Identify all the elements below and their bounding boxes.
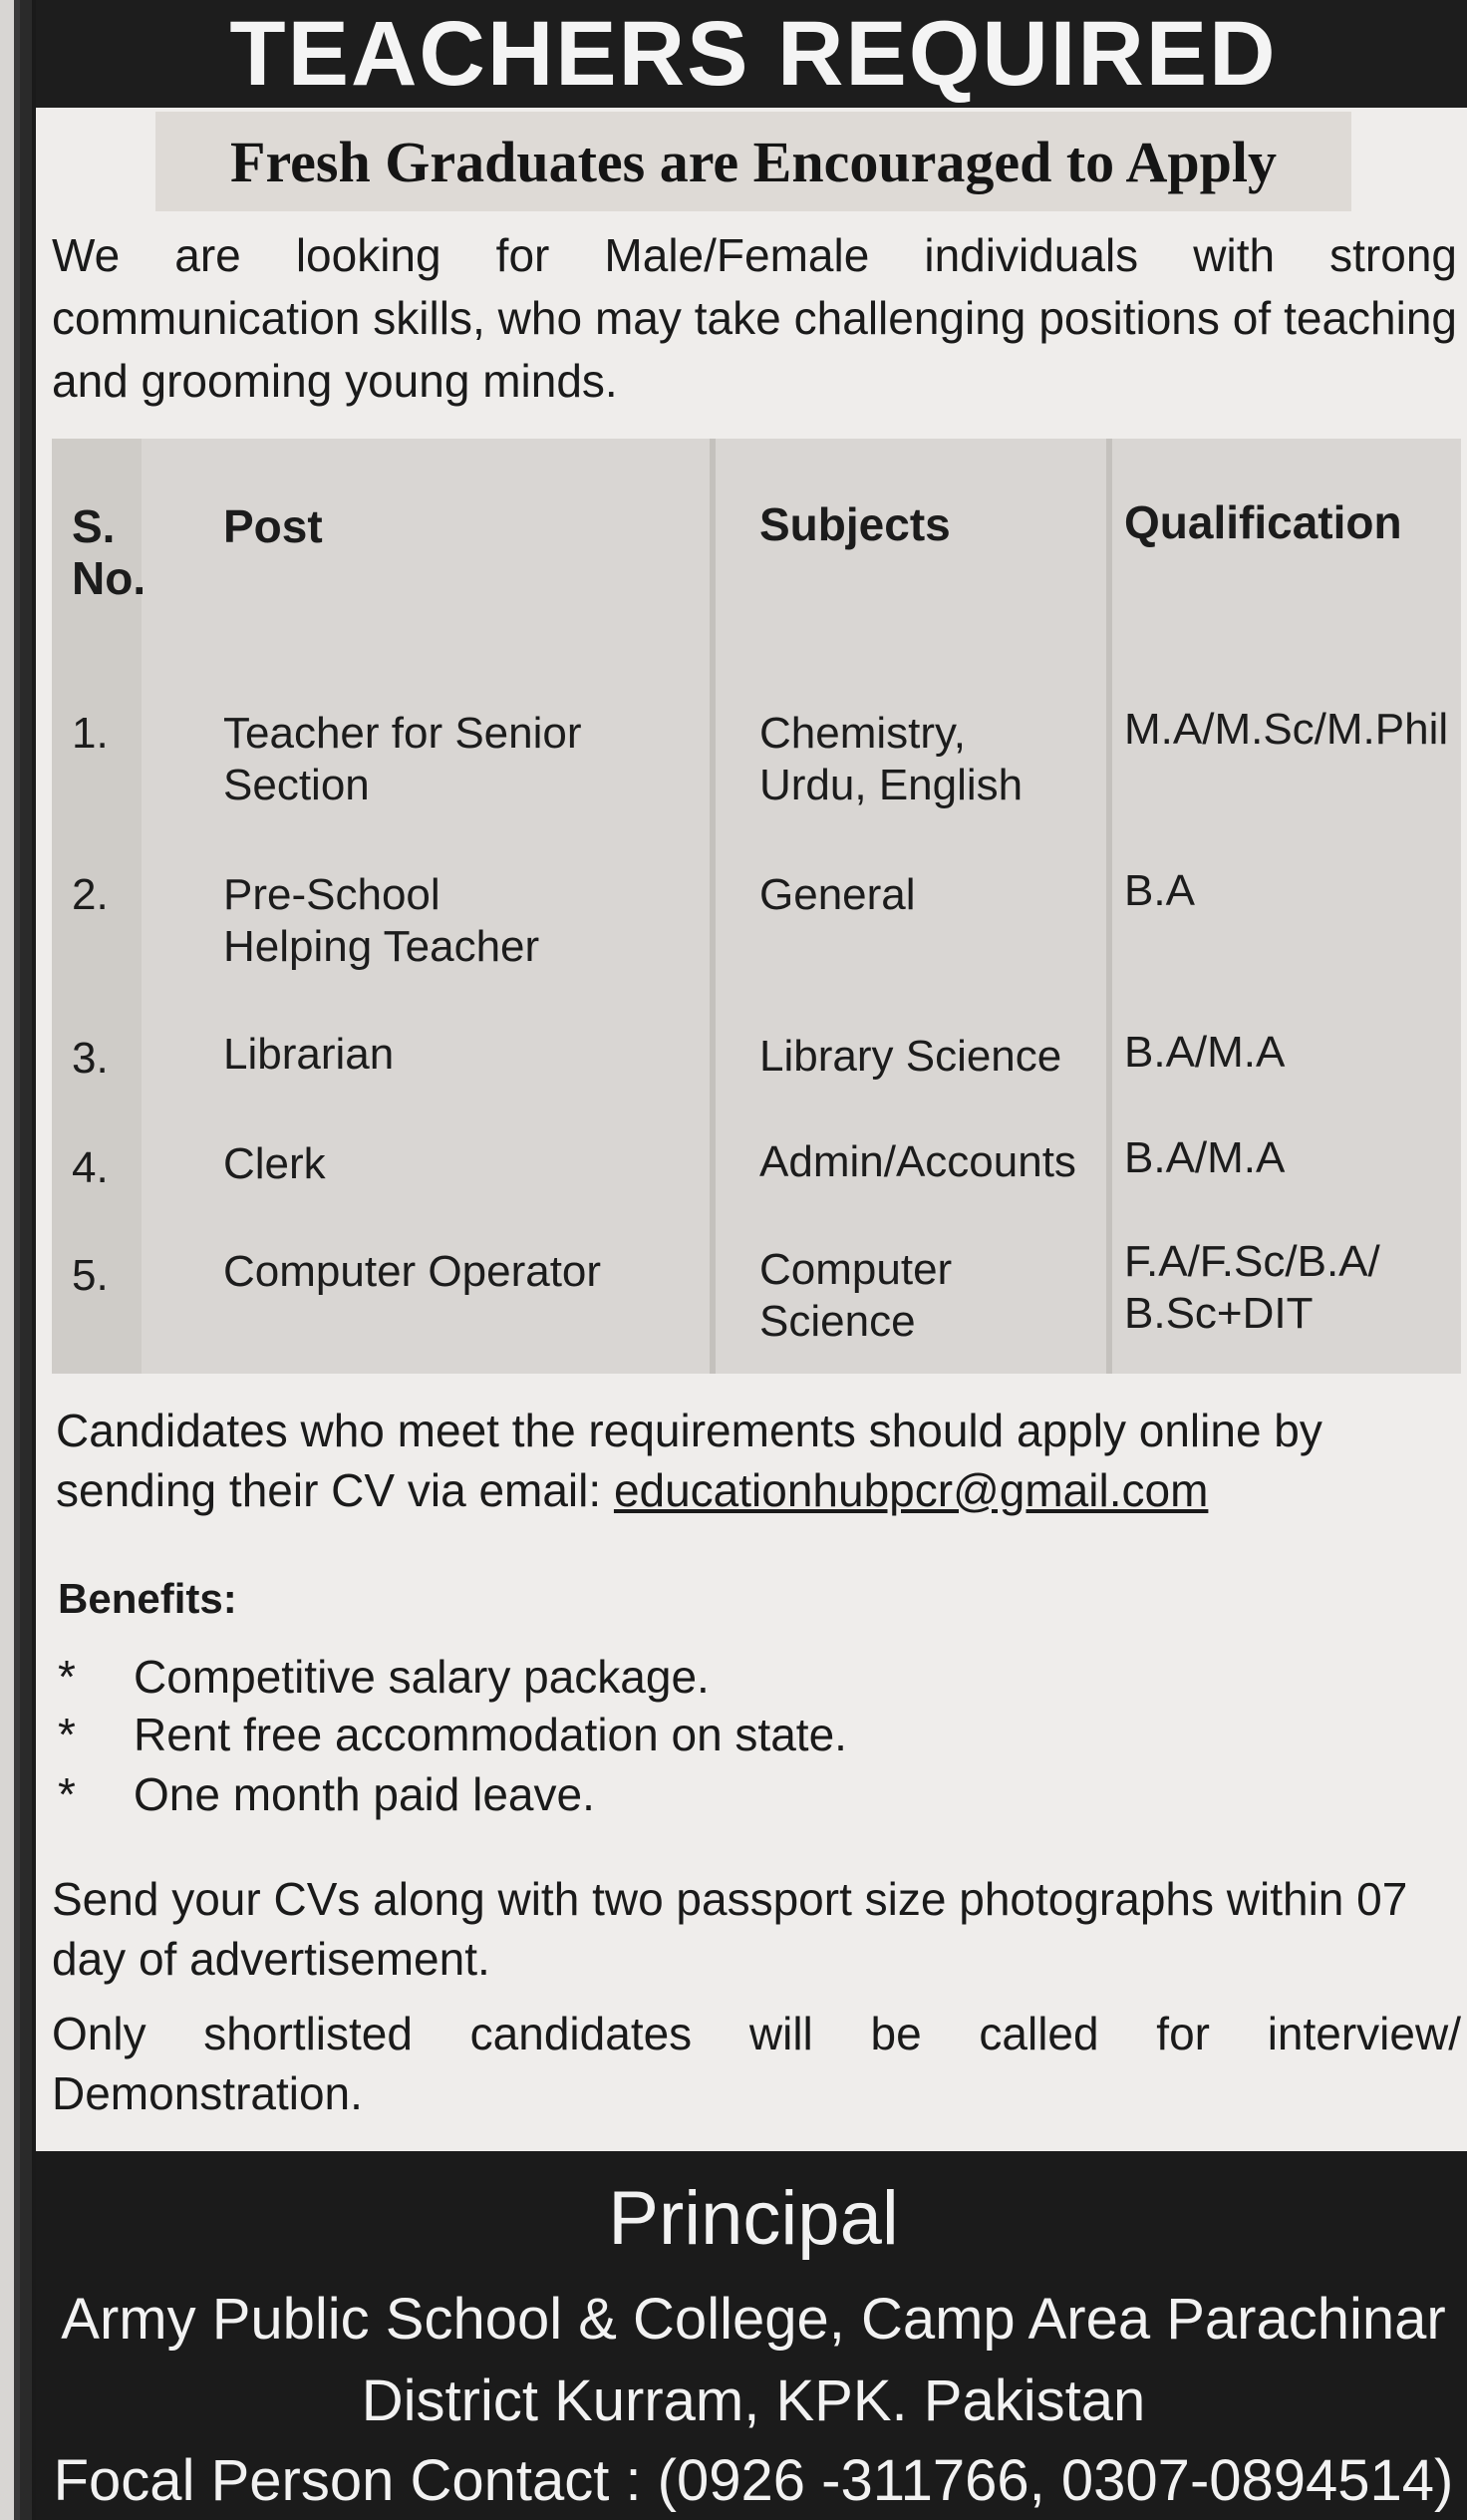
school-name: Army Public School & College, Camp Area Parachinar bbox=[61, 2287, 1446, 2352]
shortlist-paragraph: Only shortlisted candidates will be called for interview/ Demonstration. bbox=[52, 2008, 1461, 2119]
positions-table bbox=[52, 439, 1461, 1374]
header-qualification: Qualification bbox=[1124, 496, 1402, 548]
row1-subjects bbox=[759, 708, 1023, 811]
benefit-item bbox=[58, 1708, 847, 1761]
row4-qualification: B.A/M.A bbox=[1124, 1133, 1286, 1182]
row2-post-line2: Helping Teacher bbox=[223, 922, 540, 971]
row5-subjects-line1: Computer bbox=[759, 1245, 953, 1294]
row1-qualification: M.A/M.Sc/M.Phil bbox=[1124, 705, 1449, 754]
row4-subjects: Admin/Accounts bbox=[759, 1137, 1076, 1186]
benefit-item bbox=[58, 1650, 710, 1704]
header-sno-line2: No. bbox=[72, 552, 147, 604]
row2-post bbox=[223, 869, 539, 973]
row3-post: Librarian bbox=[223, 1030, 395, 1079]
row5-qualification bbox=[1124, 1236, 1380, 1340]
page-edge-shadow bbox=[14, 0, 20, 2520]
ad-title: TEACHERS REQUIRED bbox=[229, 3, 1278, 105]
row3-sno: 3. bbox=[72, 1034, 109, 1083]
row1-subjects-line1: Chemistry, bbox=[759, 709, 966, 758]
bullet-star: * bbox=[58, 1768, 76, 1820]
header-post: Post bbox=[223, 500, 323, 552]
row2-post-line1: Pre-School bbox=[223, 870, 440, 919]
benefit-item bbox=[58, 1767, 595, 1821]
row4-post: Clerk bbox=[223, 1139, 326, 1188]
row1-subjects-line2: Urdu, English bbox=[759, 761, 1024, 809]
row1-sno: 1. bbox=[72, 709, 109, 758]
principal-title: Principal bbox=[608, 2176, 899, 2261]
column-divider bbox=[1106, 439, 1112, 1374]
bullet-star: * bbox=[58, 1651, 76, 1703]
row4-sno: 4. bbox=[72, 1143, 109, 1192]
intro-paragraph: We are looking for Male/Female individuals with strong communication skills, who may take challenging positions of teaching and grooming young minds. bbox=[52, 229, 1457, 407]
footer-band bbox=[36, 2151, 1467, 2520]
row2-sno: 2. bbox=[72, 870, 109, 919]
row1-post-line2: Section bbox=[223, 761, 370, 809]
benefit-text: Rent free accommodation on state. bbox=[134, 1709, 847, 1760]
row5-post: Computer Operator bbox=[223, 1247, 602, 1296]
row5-qualification-line2: B.Sc+DIT bbox=[1124, 1289, 1314, 1338]
header-sno-line1: S. bbox=[72, 500, 116, 552]
benefit-text: Competitive salary package. bbox=[134, 1651, 710, 1703]
apply-line2-text: sending their CV via email: bbox=[56, 1464, 614, 1516]
page-edge bbox=[0, 0, 14, 2520]
apply-line1: Candidates who meet the requirements should apply online by bbox=[56, 1405, 1322, 1456]
column-divider bbox=[710, 439, 716, 1374]
row1-post bbox=[223, 708, 582, 811]
benefit-text: One month paid leave. bbox=[134, 1768, 595, 1820]
school-location: District Kurram, KPK. Pakistan bbox=[361, 2368, 1146, 2433]
row1-post-line1: Teacher for Senior bbox=[223, 709, 582, 758]
subtitle-band bbox=[155, 112, 1351, 211]
apply-instructions bbox=[56, 1401, 1461, 1520]
ad-subtitle: Fresh Graduates are Encouraged to Apply bbox=[230, 129, 1277, 194]
benefits-heading: Benefits: bbox=[58, 1575, 237, 1622]
row3-subjects: Library Science bbox=[759, 1032, 1062, 1081]
row5-qualification-line1: F.A/F.Sc/B.A/ bbox=[1124, 1237, 1380, 1286]
header-band bbox=[36, 0, 1467, 108]
header-sno bbox=[72, 500, 146, 604]
row5-subjects bbox=[759, 1244, 952, 1348]
contact-line: Focal Person Contact : (0926 -311766, 0307-0894514) bbox=[53, 2448, 1454, 2513]
row3-qualification: B.A/M.A bbox=[1124, 1028, 1286, 1077]
advertisement bbox=[32, 0, 1467, 2520]
row2-qualification: B.A bbox=[1124, 866, 1195, 915]
bullet-star: * bbox=[58, 1709, 76, 1760]
email-link[interactable]: educationhubpcr@gmail.com bbox=[613, 1464, 1209, 1516]
header-subjects: Subjects bbox=[759, 498, 951, 550]
send-cv-paragraph: Send your CVs along with two passport size photographs within 07 day of advertisement. bbox=[52, 1873, 1408, 1985]
row5-subjects-line2: Science bbox=[759, 1297, 916, 1346]
row2-subjects: General bbox=[759, 870, 916, 919]
row5-sno: 5. bbox=[72, 1251, 109, 1300]
apply-line2 bbox=[56, 1460, 1461, 1520]
